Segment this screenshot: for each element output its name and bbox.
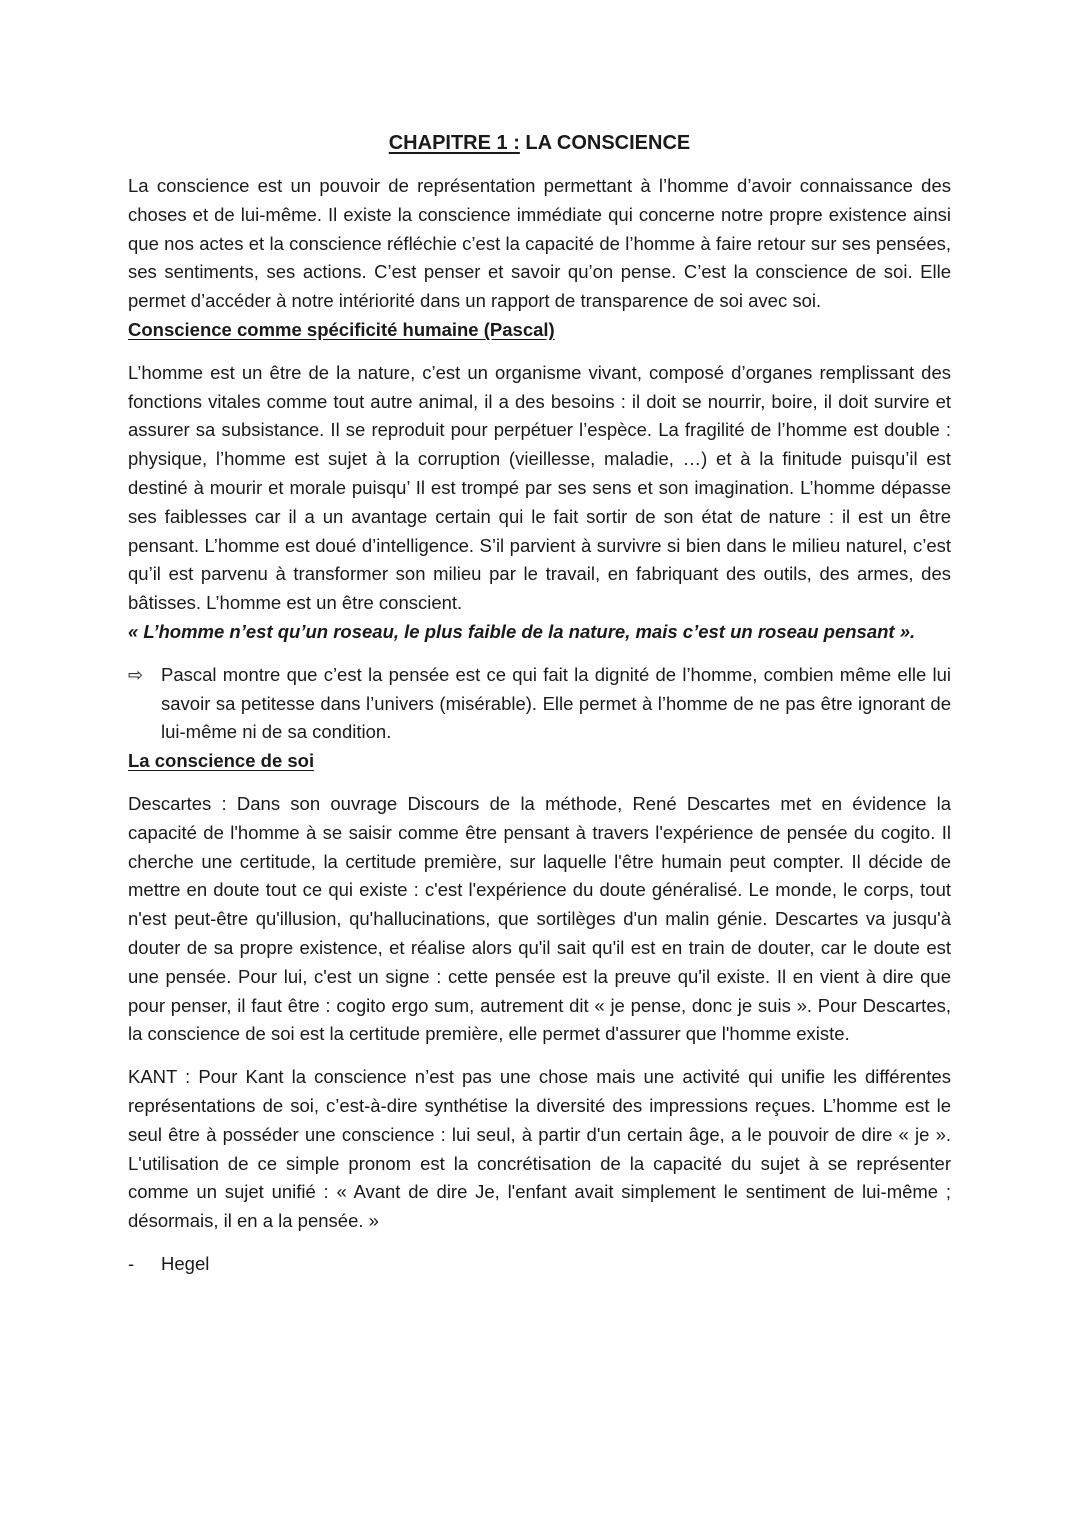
arrow-bullet-icon: ⇨ xyxy=(128,664,144,685)
chapter-number: CHAPITRE 1 : xyxy=(388,132,520,154)
intro-paragraph: La conscience est un pouvoir de représentation permettant à l’homme d’avoir connaissance des choses et de lui-même. Il existe la conscience immédiate qui concerne notre propre existence ainsi que nos actes et la conscience réfléchie c’est la capacité de l’homme à faire retour sur ses pensées, ses sentiments, ses actions. C’est penser et savoir qu’on pense. C’est la conscience de soi. Elle permet d’accéder à notre intériorité dans un rapport de transparence de soi avec soi. xyxy=(128,175,951,312)
list-item-label: Hegel xyxy=(161,1252,210,1274)
pascal-quote: « L’homme n’est qu’un roseau, le plus faible de la nature, mais c’est un roseau pensant ». xyxy=(128,620,916,642)
list-item-hegel xyxy=(128,1250,951,1279)
dash-bullet: - xyxy=(128,1252,135,1274)
pascal-bullet-text: Pascal montre que c’est la pensée est ce qui fait la dignité de l’homme, combien même elle lui savoir sa petitesse dans l’univers (misérable). Elle permet à l’homme de ne pas être ignorant de lui-même ni de sa condition. xyxy=(161,663,951,743)
descartes-paragraph: Descartes : Dans son ouvrage Discours de la méthode, René Descartes met en évidence la capacité de l'homme à se saisir comme être pensant à travers l'expérience de pensée du cogito. Il cherche une certitude, la certitude première, sur laquelle l'être humain peut compter. Il décide de mettre en doute tout ce qui existe : c'est l'expérience du doute généralisé. Le monde, le corps, tout n'est peut-être qu'illusion, qu'hallucinations, que sortilèges d'un malin génie. Descartes va jusqu'à douter de sa propre existence, et réalise alors qu'il sait qu'il est en train de douter, car le doute est une pensée. Pour lui, c'est un signe : cette pensée est la preuve qu'il existe. Il en vient à dire que pour penser, il faut être : cogito ergo sum, autrement dit « je pense, donc je suis ». Pour Descartes, la conscience de soi est la certitude première, elle permet d'assurer que l'homme existe. xyxy=(128,792,951,1045)
section-heading-conscience-de-soi: La conscience de soi xyxy=(128,750,315,772)
pascal-bullet-item xyxy=(128,661,951,747)
pascal-paragraph: L’homme est un être de la nature, c’est un organisme vivant, composé d’organes remplissant des fonctions vitales comme tout autre animal, il a des besoins : il doit se nourrir, boire, il doit survire et assurer sa subsistance. Il se reproduit pour perpétuer l’espèce. La fragilité de l’homme est double : physique, l’homme est sujet à la corruption (vieillesse, maladie, …) et à la finitude puisqu’il est destiné à mourir et morale puisqu’ Il est trompé par ses sens et son imagination. L’homme dépasse ses faiblesses car il a un avantage certain qui le fait sortir de son état de nature : il est un être pensant. L’homme est doué d’intelligence. S’il parvient à survivre si bien dans le milieu naturel, c’est qu’il est parvenu à transformer son milieu par le travail, en fabriquant des outils, des armes, des bâtisses. L’homme est un être conscient. xyxy=(128,361,951,614)
section-heading-pascal: Conscience comme spécificité humaine (Pascal) xyxy=(128,318,555,340)
page-title xyxy=(128,128,951,158)
kant-paragraph: KANT : Pour Kant la conscience n’est pas une chose mais une activité qui unifie les différentes représentations de soi, c’est-à-dire synthétise la diversité des impressions reçues. L’homme est le seul être à posséder une conscience : lui seul, à partir d'un certain âge, a le pouvoir de dire « je ». L'utilisation de ce simple pronom est la concrétisation de la capacité du sujet à se représenter comme un sujet unifié : « Avant de dire Je, l'enfant avait simplement le sentiment de lui-même ; désormais, il en a la pensée. » xyxy=(128,1066,951,1232)
document-page xyxy=(128,128,951,1279)
chapter-title: LA CONSCIENCE xyxy=(519,132,691,154)
